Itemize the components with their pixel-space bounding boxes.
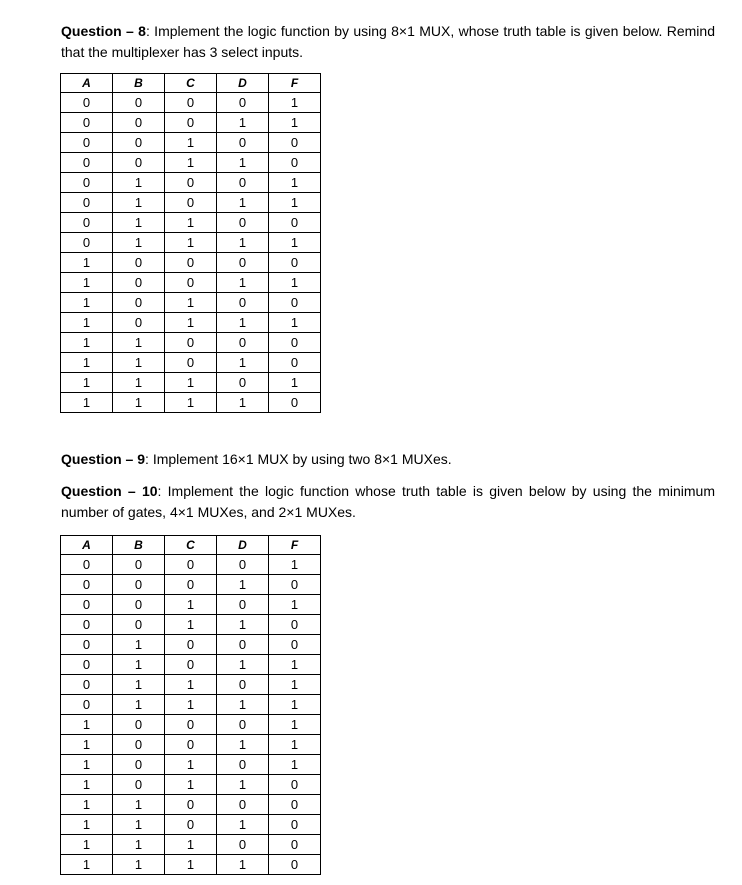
table-row xyxy=(61,635,321,655)
table-cell-d: 1 xyxy=(217,313,269,333)
table-row xyxy=(61,855,321,875)
table-cell-c: 1 xyxy=(165,775,217,795)
table-cell-a: 0 xyxy=(61,173,113,193)
column-header-b: B xyxy=(113,74,165,93)
table-cell-c: 1 xyxy=(165,675,217,695)
table-cell-b: 1 xyxy=(113,373,165,393)
table-row xyxy=(61,313,321,333)
table-cell-a: 1 xyxy=(61,855,113,875)
table-cell-b: 1 xyxy=(113,635,165,655)
table-cell-c: 0 xyxy=(165,113,217,133)
table-cell-b: 1 xyxy=(113,393,165,413)
table-cell-a: 0 xyxy=(61,193,113,213)
table-cell-b: 0 xyxy=(113,293,165,313)
table-header-row xyxy=(61,536,321,555)
table-cell-a: 0 xyxy=(61,675,113,695)
table-cell-a: 1 xyxy=(61,333,113,353)
table-row xyxy=(61,735,321,755)
table-cell-f: 0 xyxy=(269,635,321,655)
table-cell-d: 1 xyxy=(217,393,269,413)
table-cell-f: 1 xyxy=(269,555,321,575)
table-cell-b: 0 xyxy=(113,133,165,153)
table-cell-f: 1 xyxy=(269,233,321,253)
table-cell-f: 1 xyxy=(269,113,321,133)
table-row xyxy=(61,373,321,393)
column-header-c: C xyxy=(165,74,217,93)
table-cell-c: 1 xyxy=(165,393,217,413)
table-row xyxy=(61,393,321,413)
table-cell-c: 0 xyxy=(165,353,217,373)
table-cell-a: 1 xyxy=(61,815,113,835)
table-cell-d: 1 xyxy=(217,113,269,133)
table-cell-a: 1 xyxy=(61,293,113,313)
table-cell-d: 0 xyxy=(217,213,269,233)
table-cell-f: 0 xyxy=(269,575,321,595)
table-cell-c: 0 xyxy=(165,715,217,735)
table-header-row xyxy=(61,74,321,93)
table-cell-d: 1 xyxy=(217,233,269,253)
table-cell-c: 0 xyxy=(165,193,217,213)
table-cell-f: 0 xyxy=(269,133,321,153)
column-header-d: D xyxy=(217,536,269,555)
table-cell-f: 1 xyxy=(269,193,321,213)
table-cell-b: 1 xyxy=(113,353,165,373)
table-cell-f: 0 xyxy=(269,835,321,855)
table-cell-d: 0 xyxy=(217,253,269,273)
table-cell-c: 1 xyxy=(165,373,217,393)
table-row xyxy=(61,555,321,575)
table-cell-c: 0 xyxy=(165,795,217,815)
table-cell-c: 1 xyxy=(165,855,217,875)
question-9-text: : Implement 16×1 MUX by using two 8×1 MUXes. xyxy=(145,451,452,467)
table-cell-f: 0 xyxy=(269,795,321,815)
table-cell-b: 1 xyxy=(113,675,165,695)
table-cell-f: 0 xyxy=(269,775,321,795)
table-cell-c: 0 xyxy=(165,735,217,755)
question-8-label: Question – 8 xyxy=(61,23,146,39)
table-cell-a: 0 xyxy=(61,635,113,655)
table-cell-f: 1 xyxy=(269,695,321,715)
table-cell-d: 1 xyxy=(217,655,269,675)
table-cell-b: 0 xyxy=(113,93,165,113)
table-cell-d: 1 xyxy=(217,695,269,715)
table-row xyxy=(61,233,321,253)
table-cell-a: 0 xyxy=(61,555,113,575)
table-cell-b: 1 xyxy=(113,795,165,815)
table-cell-f: 0 xyxy=(269,213,321,233)
table-cell-c: 0 xyxy=(165,173,217,193)
table-cell-b: 0 xyxy=(113,755,165,775)
table-cell-d: 1 xyxy=(217,353,269,373)
table-cell-b: 1 xyxy=(113,835,165,855)
table-cell-c: 1 xyxy=(165,615,217,635)
table-cell-b: 0 xyxy=(113,313,165,333)
table-cell-f: 1 xyxy=(269,93,321,113)
table-cell-b: 1 xyxy=(113,655,165,675)
table-cell-b: 0 xyxy=(113,273,165,293)
table-cell-f: 0 xyxy=(269,393,321,413)
table-cell-c: 1 xyxy=(165,755,217,775)
table-cell-a: 1 xyxy=(61,313,113,333)
question-10-text: : Implement the logic function whose truth table is given below by using the minimum number of gates, 4×1 MUXes, and 2×1 MUXes. xyxy=(61,483,715,520)
table-cell-b: 0 xyxy=(113,153,165,173)
table-cell-b: 0 xyxy=(113,715,165,735)
table-cell-a: 1 xyxy=(61,735,113,755)
table-row xyxy=(61,133,321,153)
table-cell-b: 1 xyxy=(113,695,165,715)
table-row xyxy=(61,815,321,835)
table-cell-d: 0 xyxy=(217,675,269,695)
table-cell-b: 0 xyxy=(113,775,165,795)
table-cell-b: 0 xyxy=(113,253,165,273)
truth-table-question-8 xyxy=(60,73,321,413)
table-cell-d: 1 xyxy=(217,775,269,795)
table-row xyxy=(61,715,321,735)
table-cell-c: 0 xyxy=(165,635,217,655)
column-header-f: F xyxy=(269,536,321,555)
column-header-c: C xyxy=(165,536,217,555)
table-cell-b: 0 xyxy=(113,555,165,575)
table-cell-d: 0 xyxy=(217,293,269,313)
table-cell-b: 0 xyxy=(113,615,165,635)
table-cell-a: 1 xyxy=(61,273,113,293)
truth-table-question-10 xyxy=(60,535,321,875)
table-cell-b: 0 xyxy=(113,595,165,615)
table-cell-d: 0 xyxy=(217,595,269,615)
table-cell-b: 1 xyxy=(113,333,165,353)
table-cell-b: 1 xyxy=(113,193,165,213)
table-cell-d: 1 xyxy=(217,153,269,173)
table-cell-b: 1 xyxy=(113,233,165,253)
table-cell-a: 0 xyxy=(61,233,113,253)
table-row xyxy=(61,333,321,353)
table-row xyxy=(61,193,321,213)
table-row xyxy=(61,113,321,133)
table-cell-a: 0 xyxy=(61,93,113,113)
table-cell-b: 0 xyxy=(113,735,165,755)
table-cell-a: 1 xyxy=(61,393,113,413)
table-cell-c: 0 xyxy=(165,655,217,675)
table-cell-c: 1 xyxy=(165,213,217,233)
table-cell-a: 1 xyxy=(61,373,113,393)
table-cell-a: 0 xyxy=(61,655,113,675)
table-row xyxy=(61,253,321,273)
table-cell-d: 1 xyxy=(217,735,269,755)
table-row xyxy=(61,213,321,233)
table-cell-f: 1 xyxy=(269,715,321,735)
table-cell-a: 0 xyxy=(61,213,113,233)
table-cell-f: 1 xyxy=(269,373,321,393)
question-9-label: Question – 9 xyxy=(61,451,146,467)
table-cell-c: 1 xyxy=(165,313,217,333)
table-cell-c: 1 xyxy=(165,835,217,855)
table-row xyxy=(61,835,321,855)
table-cell-c: 1 xyxy=(165,595,217,615)
table-cell-f: 0 xyxy=(269,353,321,373)
table-cell-a: 1 xyxy=(61,775,113,795)
column-header-f: F xyxy=(269,74,321,93)
table-cell-d: 0 xyxy=(217,555,269,575)
table-cell-f: 1 xyxy=(269,273,321,293)
table-row xyxy=(61,675,321,695)
table-cell-a: 0 xyxy=(61,133,113,153)
table-cell-d: 1 xyxy=(217,273,269,293)
table-cell-b: 1 xyxy=(113,213,165,233)
column-header-d: D xyxy=(217,74,269,93)
table-cell-f: 0 xyxy=(269,615,321,635)
table-cell-d: 0 xyxy=(217,635,269,655)
table-cell-d: 0 xyxy=(217,333,269,353)
column-header-a: A xyxy=(61,536,113,555)
table-row xyxy=(61,273,321,293)
table-cell-b: 1 xyxy=(113,815,165,835)
table-cell-c: 1 xyxy=(165,133,217,153)
table-row xyxy=(61,173,321,193)
table-cell-f: 1 xyxy=(269,595,321,615)
table-cell-f: 0 xyxy=(269,293,321,313)
table-cell-a: 1 xyxy=(61,835,113,855)
table-cell-a: 0 xyxy=(61,153,113,173)
table-cell-f: 1 xyxy=(269,173,321,193)
table-cell-d: 0 xyxy=(217,835,269,855)
table-cell-c: 0 xyxy=(165,555,217,575)
table-cell-f: 1 xyxy=(269,313,321,333)
table-cell-d: 1 xyxy=(217,815,269,835)
table-cell-b: 1 xyxy=(113,173,165,193)
table-cell-c: 0 xyxy=(165,273,217,293)
table-row xyxy=(61,755,321,775)
table-cell-d: 1 xyxy=(217,193,269,213)
table-row xyxy=(61,795,321,815)
column-header-a: A xyxy=(61,74,113,93)
table-row xyxy=(61,93,321,113)
table-cell-c: 1 xyxy=(165,293,217,313)
table-cell-f: 1 xyxy=(269,755,321,775)
question-8-text: : Implement the logic function by using 8×1 MUX, whose truth table is given below. Remind that the multiplexer has 3 select inputs. xyxy=(61,23,715,60)
table-cell-a: 0 xyxy=(61,113,113,133)
question-8 xyxy=(61,21,715,63)
table-row xyxy=(61,655,321,675)
table-cell-a: 0 xyxy=(61,695,113,715)
table-cell-f: 1 xyxy=(269,655,321,675)
table-row xyxy=(61,615,321,635)
table-row xyxy=(61,595,321,615)
table-row xyxy=(61,353,321,373)
table-cell-b: 0 xyxy=(113,575,165,595)
table-cell-b: 0 xyxy=(113,113,165,133)
table-cell-f: 1 xyxy=(269,735,321,755)
table-cell-f: 0 xyxy=(269,253,321,273)
table-cell-f: 1 xyxy=(269,675,321,695)
table-cell-d: 0 xyxy=(217,755,269,775)
table-cell-d: 0 xyxy=(217,795,269,815)
question-9 xyxy=(61,449,715,470)
table-cell-a: 0 xyxy=(61,615,113,635)
table-cell-c: 1 xyxy=(165,153,217,173)
table-cell-a: 1 xyxy=(61,795,113,815)
column-header-b: B xyxy=(113,536,165,555)
table-cell-d: 0 xyxy=(217,93,269,113)
table-row xyxy=(61,153,321,173)
table-cell-a: 1 xyxy=(61,253,113,273)
table-cell-f: 0 xyxy=(269,815,321,835)
table-cell-c: 0 xyxy=(165,253,217,273)
table-cell-c: 1 xyxy=(165,233,217,253)
table-cell-c: 0 xyxy=(165,333,217,353)
table-cell-d: 1 xyxy=(217,855,269,875)
table-cell-f: 0 xyxy=(269,153,321,173)
table-cell-c: 0 xyxy=(165,575,217,595)
table-cell-d: 0 xyxy=(217,715,269,735)
table-cell-a: 0 xyxy=(61,575,113,595)
table-cell-f: 0 xyxy=(269,333,321,353)
table-cell-a: 1 xyxy=(61,755,113,775)
table-cell-c: 0 xyxy=(165,815,217,835)
table-cell-d: 0 xyxy=(217,373,269,393)
table-row xyxy=(61,293,321,313)
table-cell-d: 0 xyxy=(217,173,269,193)
table-cell-d: 1 xyxy=(217,615,269,635)
table-cell-d: 1 xyxy=(217,575,269,595)
question-10 xyxy=(61,481,715,523)
table-row xyxy=(61,775,321,795)
table-cell-c: 0 xyxy=(165,93,217,113)
table-cell-a: 1 xyxy=(61,353,113,373)
table-cell-f: 0 xyxy=(269,855,321,875)
table-cell-d: 0 xyxy=(217,133,269,153)
table-cell-a: 0 xyxy=(61,595,113,615)
table-row xyxy=(61,695,321,715)
table-row xyxy=(61,575,321,595)
question-10-label: Question – 10 xyxy=(61,483,158,499)
table-cell-a: 1 xyxy=(61,715,113,735)
table-cell-c: 1 xyxy=(165,695,217,715)
table-cell-b: 1 xyxy=(113,855,165,875)
